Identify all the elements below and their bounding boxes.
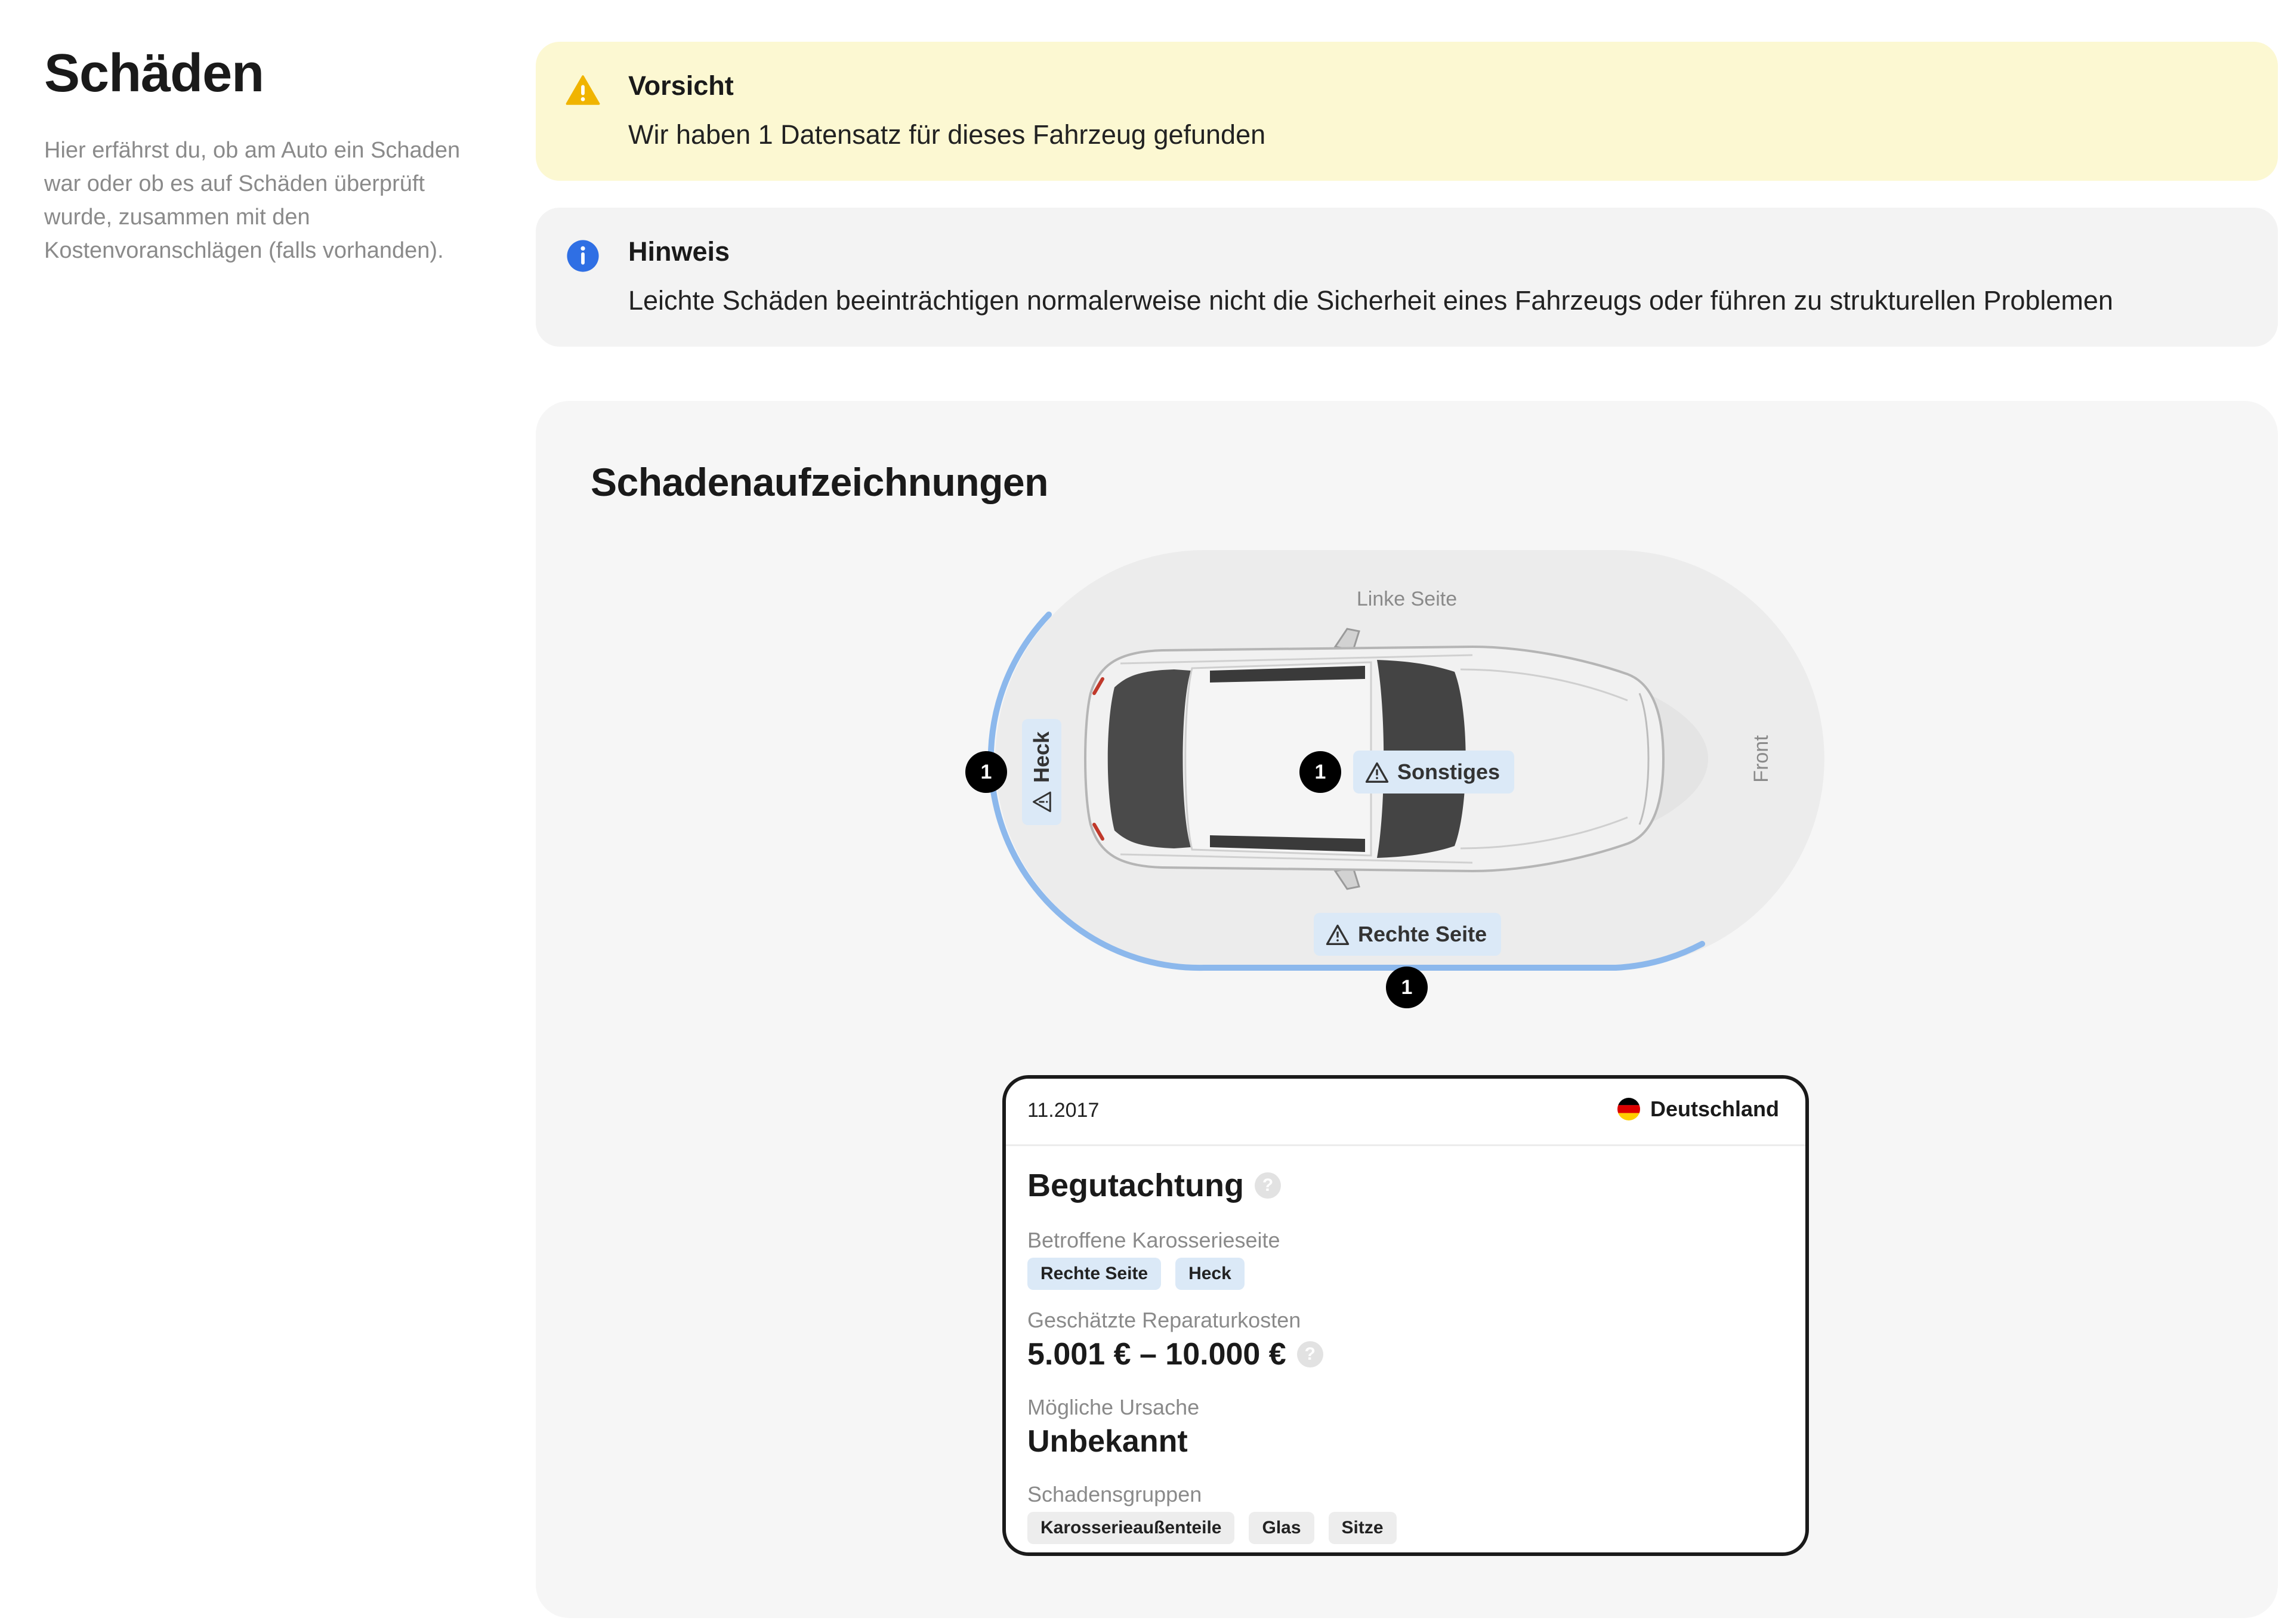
zone-label-front: Front bbox=[1750, 735, 1773, 783]
damage-records-title: Schadenaufzeichnungen bbox=[591, 460, 1048, 504]
cause-label: Mögliche Ursache bbox=[1027, 1395, 1200, 1419]
repair-cost bbox=[1027, 1336, 1323, 1372]
record-country-label: Deutschland bbox=[1650, 1097, 1779, 1121]
affected-side-chip: Rechte Seite bbox=[1027, 1258, 1161, 1290]
zone-chip-rear[interactable] bbox=[1022, 719, 1061, 825]
warning-text: Wir haben 1 Datensatz für dieses Fahrzeug gefunden bbox=[628, 119, 1266, 150]
damage-group-chip: Sitze bbox=[1329, 1512, 1397, 1544]
zone-chip-other[interactable] bbox=[1353, 751, 1514, 794]
warning-outline-icon bbox=[1365, 761, 1389, 783]
zone-chip-other-label: Sonstiges bbox=[1397, 759, 1500, 784]
record-date: 11.2017 bbox=[1027, 1099, 1100, 1122]
damage-groups-label: Schadensgruppen bbox=[1027, 1482, 1202, 1506]
affected-sides-label: Betroffene Karosserieseite bbox=[1027, 1228, 1280, 1252]
damage-record-card[interactable] bbox=[1002, 1075, 1809, 1556]
record-type bbox=[1027, 1167, 1281, 1204]
record-country bbox=[1617, 1097, 1779, 1122]
record-type-label: Begutachtung bbox=[1027, 1168, 1244, 1203]
zone-label-left: Linke Seite bbox=[1356, 588, 1458, 610]
info-text: Leichte Schäden beeinträchtigen normalerweise nicht die Sicherheit eines Fahrzeugs oder führen zu strukturellen Problemen bbox=[628, 285, 2113, 316]
germany-flag-icon bbox=[1617, 1097, 1641, 1121]
repair-cost-value: 5.001 € – 10.000 € bbox=[1027, 1337, 1286, 1372]
zone-chip-right[interactable] bbox=[1314, 913, 1501, 956]
info-alert bbox=[536, 208, 2278, 347]
repair-cost-label: Geschätzte Reparaturkosten bbox=[1027, 1308, 1301, 1332]
page-description: Hier erfährst du, ob am Auto ein Schaden war oder ob es auf Schäden überprüft wurde, zusammen mit den Kostenvoranschlägen (falls vorhanden). bbox=[44, 138, 461, 263]
warning-triangle-icon bbox=[566, 73, 600, 107]
zone-chip-rear-label: Heck bbox=[1029, 731, 1054, 783]
count-badge-rear: 1 bbox=[965, 751, 1007, 793]
affected-side-chip: Heck bbox=[1175, 1258, 1245, 1290]
card-divider bbox=[1006, 1144, 1805, 1146]
count-badge-other: 1 bbox=[1299, 751, 1341, 793]
help-icon[interactable]: ? bbox=[1255, 1172, 1281, 1199]
damage-group-chip: Glas bbox=[1249, 1512, 1314, 1544]
damage-group-chip: Karosserieaußenteile bbox=[1027, 1512, 1234, 1544]
info-circle-icon bbox=[566, 239, 600, 273]
damage-groups-list bbox=[1027, 1512, 1397, 1544]
warning-alert bbox=[536, 42, 2278, 181]
warning-outline-icon bbox=[1326, 924, 1350, 946]
help-icon[interactable]: ? bbox=[1297, 1341, 1323, 1367]
warning-outline-icon bbox=[1032, 791, 1052, 813]
cause-value: Unbekannt bbox=[1027, 1424, 1188, 1459]
affected-sides-list bbox=[1027, 1258, 1245, 1290]
count-badge-right: 1 bbox=[1386, 967, 1428, 1008]
warning-title: Vorsicht bbox=[628, 70, 734, 101]
zone-chip-right-label: Rechte Seite bbox=[1358, 922, 1487, 946]
page-title: Schäden bbox=[44, 44, 264, 103]
info-title: Hinweis bbox=[628, 236, 730, 267]
